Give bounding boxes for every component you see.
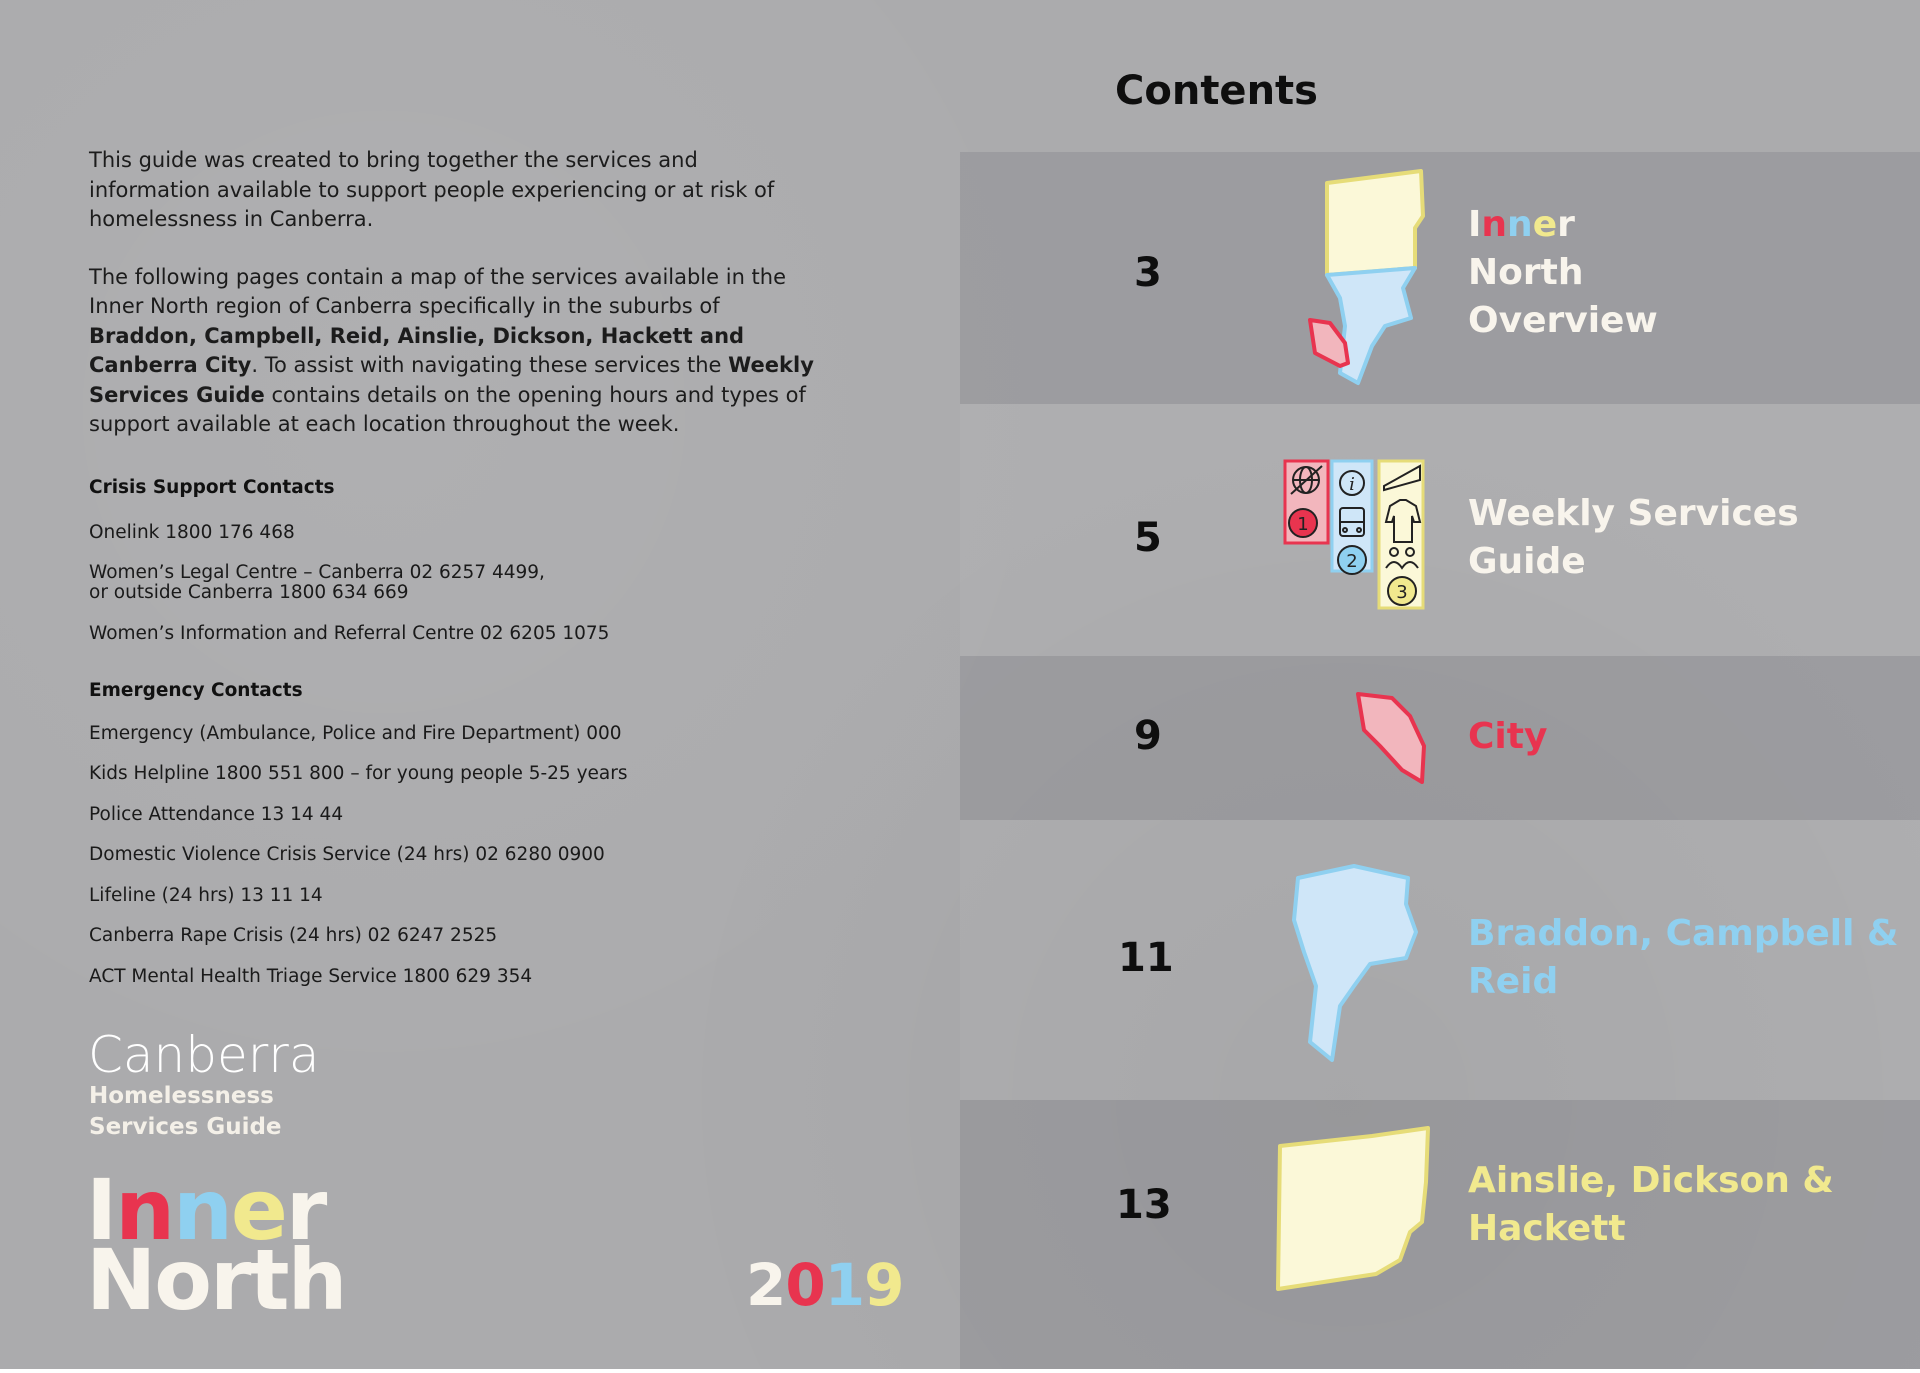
contact-line: Women’s Legal Centre – Canberra 02 6257 4499, [89,562,545,583]
contents-section-title[interactable] [1468,201,1658,345]
city-map-icon [1352,688,1432,792]
title-line: Reid [1468,961,1559,1002]
title-letter: e [1532,204,1558,245]
weekly-services-icons [1282,456,1432,616]
badge-number: 1 [1297,514,1309,535]
intro-text: The following pages contain a map of the services available in the Inner North region of Canberra specifically in the suburbs of [89,264,787,318]
brand-letter: I [86,1161,116,1259]
year-digit: 2 [746,1251,786,1319]
year-digit: 0 [785,1251,825,1319]
contents-page-number[interactable]: 3 [1134,250,1162,296]
contents-page-number[interactable]: 13 [1116,1182,1172,1228]
title-line: Hackett [1468,1208,1626,1249]
svg-text:i: i [1349,474,1355,495]
intro-section [89,146,819,468]
intro-paragraph-1: This guide was created to bring together the services and information available to support people experiencing or at risk of homelessness in Canberra. [89,148,775,231]
title-line: North [1468,252,1584,293]
badge-number: 3 [1396,582,1408,603]
year-digit: 1 [824,1251,865,1319]
year-label [746,1253,903,1317]
brand-letter: n [115,1161,174,1259]
title-line: Guide [1468,541,1586,582]
inner-north-map-icon [1300,168,1430,392]
brand-north-heading: North [86,1231,346,1329]
brand-subtitle-line-2: Services Guide [89,1114,282,1140]
contact-line: Emergency (Ambulance, Police and Fire Department) 000 [89,723,622,744]
title-letter: I [1468,204,1482,245]
emergency-contacts-heading: Emergency Contacts [89,680,303,701]
title-letter: r [1557,204,1575,245]
year-digit: 9 [864,1251,904,1319]
title-line: Weekly Services [1468,493,1799,534]
contents-page-number[interactable]: 9 [1134,713,1162,759]
contact-line: Canberra Rape Crisis (24 hrs) 02 6247 2525 [89,925,498,946]
contact-line: Domestic Violence Crisis Service (24 hrs) 02 6280 0900 [89,844,605,865]
contents-page-number[interactable]: 11 [1118,935,1174,981]
contact-line: or outside Canberra 1800 634 669 [89,582,409,603]
brand-subtitle-line-1: Homelessness [89,1083,274,1109]
page-edge [0,1369,1920,1373]
braddon-campbell-reid-map-icon [1282,860,1432,1069]
crisis-contacts-heading: Crisis Support Contacts [89,477,335,498]
title-line: Overview [1468,300,1658,341]
title-line: City [1468,716,1548,757]
badge-number: 2 [1346,551,1358,572]
contact-line: ACT Mental Health Triage Service 1800 629 354 [89,966,533,987]
title-line: Braddon, Campbell & [1468,913,1899,954]
title-letter: n [1481,204,1508,245]
intro-paragraph-2 [89,263,819,440]
contact-line: Onelink 1800 176 468 [89,522,295,543]
brand-letter: n [173,1161,231,1259]
brand-canberra-wordmark: Canberra [88,1026,320,1084]
intro-text: contains details on the opening hours and types of support available at each location throughout the week. [89,382,806,436]
contents-page-number[interactable]: 5 [1134,515,1162,561]
suburbs-list: Braddon, Campbell, Reid, Ainslie, Dickson, Hackett and Canberra City [89,323,745,377]
weekly-guide-reference: Weekly Services Guide [89,353,814,407]
brand-letter: r [285,1161,326,1259]
contact-line: Lifeline (24 hrs) 13 11 14 [89,885,323,906]
contents-section-title[interactable] [1468,1157,1834,1253]
contact-line: Women’s Information and Referral Centre 02 6205 1075 [89,623,610,644]
brand-letter: e [230,1161,286,1259]
contact-line: Kids Helpline 1800 551 800 – for young people 5-25 years [89,763,628,784]
title-line [1468,201,1658,249]
contents-title: Contents [1115,68,1318,114]
contents-band [960,152,1920,404]
ainslie-dickson-hackett-map-icon [1262,1124,1434,1300]
title-letter: n [1507,204,1533,245]
contents-section-title[interactable] [1468,910,1898,1006]
title-line: Ainslie, Dickson & [1468,1160,1834,1201]
contents-band [960,656,1920,820]
contact-line: Police Attendance 13 14 44 [89,804,344,825]
contents-section-title[interactable] [1468,490,1799,586]
intro-text: . To assist with navigating these services the [251,353,729,377]
contents-section-title[interactable] [1468,713,1547,761]
